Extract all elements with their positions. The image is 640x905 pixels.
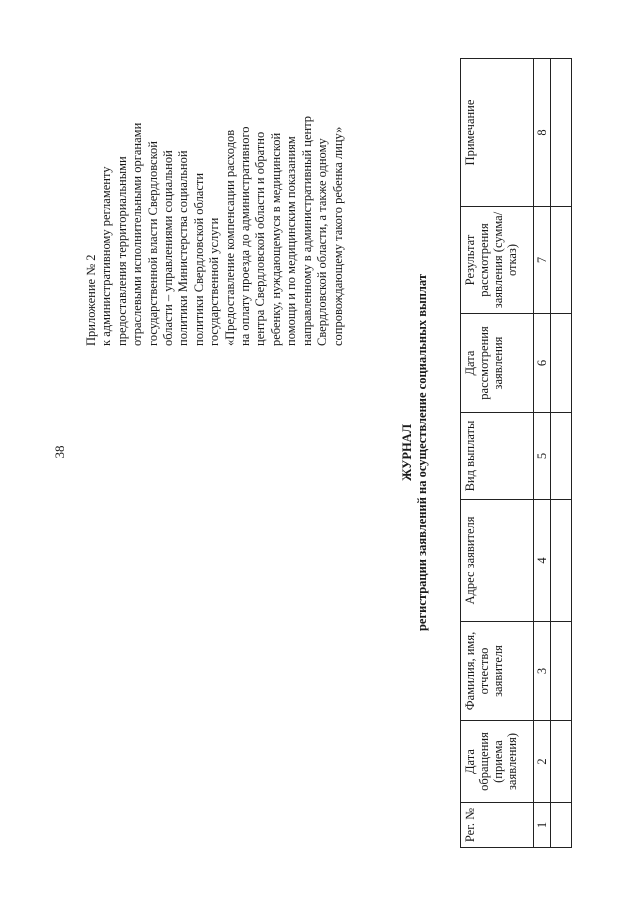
column-number: 8: [534, 59, 551, 207]
appendix-block: [84, 56, 346, 346]
appendix-line: области – управлениями социальной: [161, 150, 176, 346]
appendix-line: Приложение № 2: [84, 254, 98, 346]
table-cell: [551, 622, 572, 721]
header-note: Примечание: [461, 59, 534, 207]
table-cell: [551, 207, 572, 314]
journal-heading: [400, 0, 430, 905]
appendix-line: Свердловской области, а также одному: [315, 138, 330, 346]
header-payment-type: Вид выплаты: [461, 413, 534, 500]
appendix-line: на оплату проезда до административного: [238, 126, 253, 346]
table-cell: [551, 500, 572, 622]
column-number: 3: [534, 622, 551, 721]
table-cell: [551, 59, 572, 207]
header-review-result: Результат рассмотрения заявления (сумма/отказ): [461, 207, 534, 314]
table-cell: [551, 413, 572, 500]
appendix-line: политики Свердловской области: [191, 172, 206, 346]
appendix-line: помощи и по медицинским показаниям: [284, 136, 299, 346]
table-header-row: [461, 59, 534, 848]
column-number: 1: [534, 803, 551, 848]
column-number-row: [534, 59, 551, 848]
column-number: 4: [534, 500, 551, 622]
header-review-date: Дата рассмотрения заявления: [461, 314, 534, 413]
table-cell: [551, 803, 572, 848]
appendix-line: «Предоставление компенсации расходов: [222, 129, 237, 346]
appendix-line: политики Министерства социальной: [176, 150, 191, 346]
appendix-line: к административному регламенту: [99, 166, 114, 346]
column-number: 5: [534, 413, 551, 500]
appendix-line: государственной власти Свердловской: [145, 141, 160, 346]
appendix-line: государственной услуги: [207, 217, 222, 346]
table-row-empty: [551, 59, 572, 848]
journal-subtitle: регистрации заявлений на осуществление социальных выплат: [415, 274, 429, 632]
header-reg-number: Рег. №: [461, 803, 534, 848]
appendix-line: ребенку, нуждающемуся в медицинской: [268, 132, 283, 346]
column-number: 6: [534, 314, 551, 413]
appendix-line: отраслевыми исполнительными органами: [130, 122, 145, 346]
journal-title: ЖУРНАЛ: [400, 423, 414, 482]
appendix-line: направленному в административный центр: [299, 115, 314, 346]
table-cell: [551, 314, 572, 413]
appendix-line: центра Свердловской области и обратно: [253, 131, 268, 346]
page-number: 38: [52, 445, 67, 459]
header-application-date: Дата обращения (приема заявления): [461, 721, 534, 803]
table-cell: [551, 721, 572, 803]
header-applicant-address: Адрес заявителя: [461, 500, 534, 622]
column-number: 7: [534, 207, 551, 314]
appendix-line: сопровождающему такого ребенка лицу»: [330, 126, 345, 346]
column-number: 2: [534, 721, 551, 803]
registration-table: [460, 58, 572, 848]
header-applicant-name: Фамилия, имя, отчество заявителя: [461, 622, 534, 721]
appendix-line: предоставления территориальными: [114, 156, 129, 346]
